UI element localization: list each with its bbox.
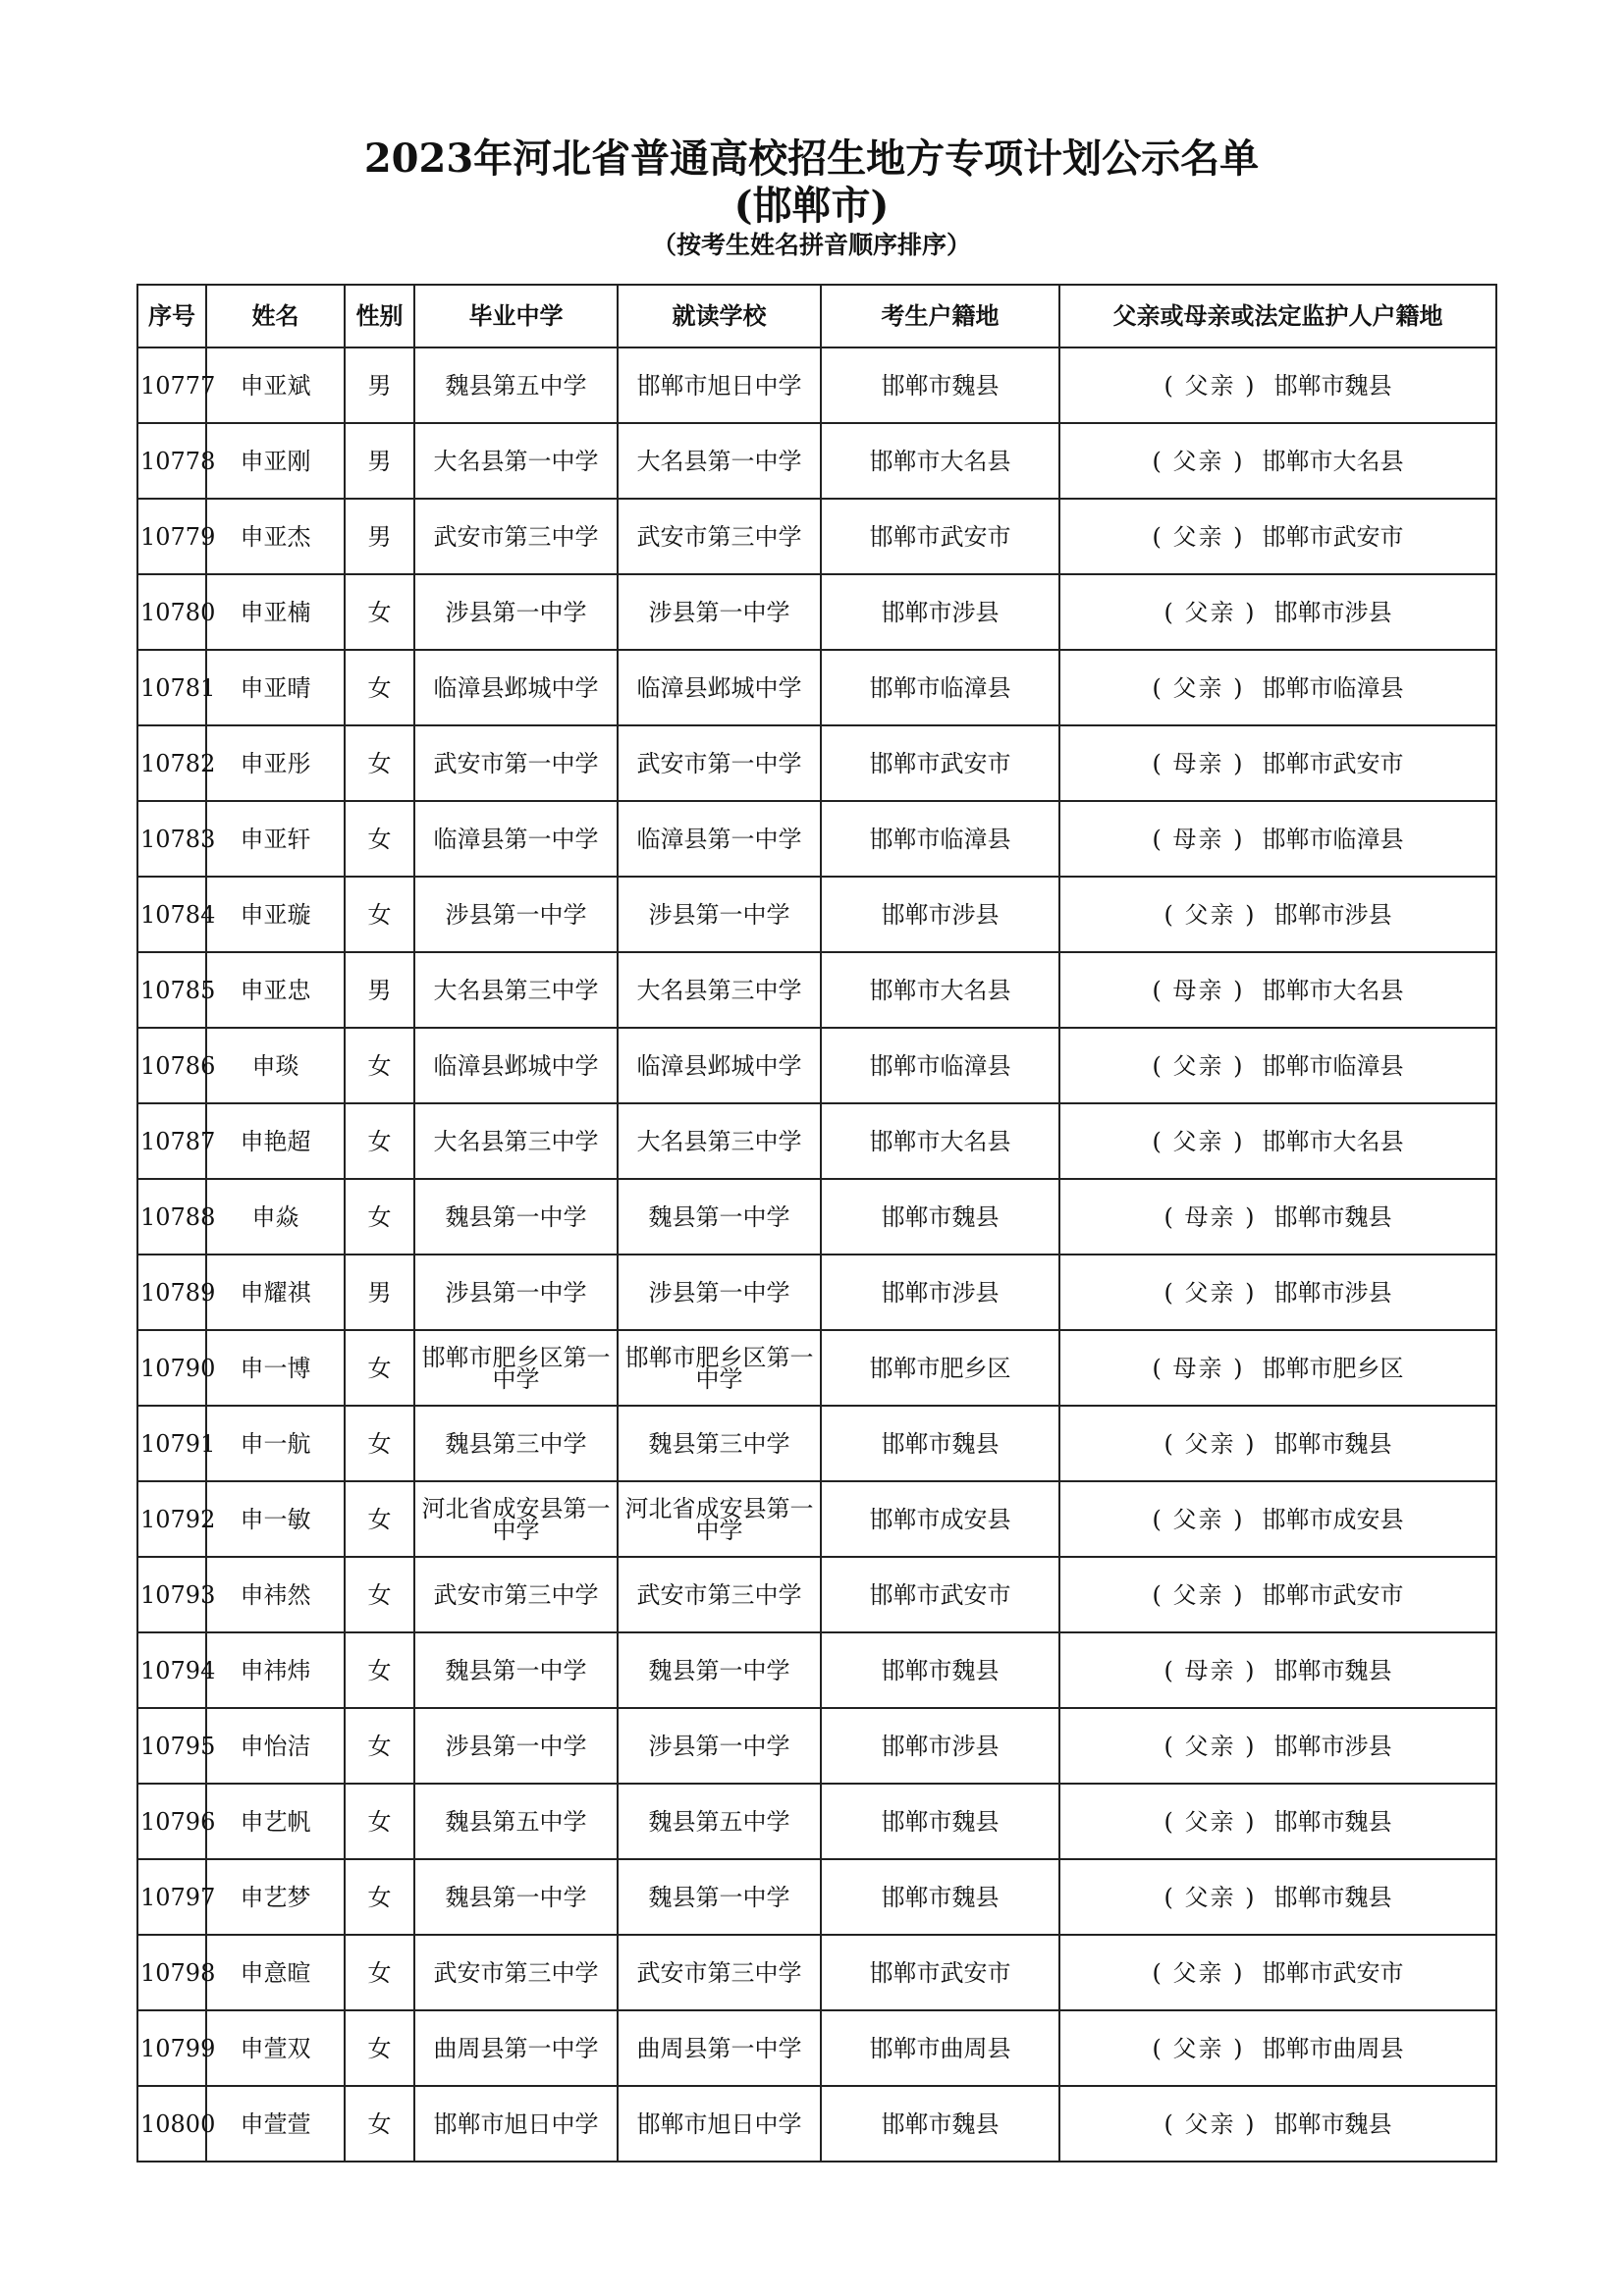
cell-gender: 女 <box>345 1784 414 1859</box>
table-header-row <box>137 285 1496 347</box>
table-row <box>137 574 1496 650</box>
cell-grad-school: 武安市第一中学 <box>414 725 618 801</box>
cell-seq: 10791 <box>137 1406 206 1481</box>
cell-gender: 女 <box>345 1935 414 2010</box>
cell-gender: 女 <box>345 1481 414 1557</box>
cell-household: 邯郸市曲周县 <box>821 2010 1059 2086</box>
cell-guardian-household <box>1059 1632 1496 1708</box>
cell-household: 邯郸市魏县 <box>821 1179 1059 1255</box>
cell-gender: 女 <box>345 574 414 650</box>
cell-seq: 10777 <box>137 347 206 423</box>
cell-name: 申萱双 <box>206 2010 345 2086</box>
cell-current-school: 魏县第一中学 <box>618 1632 821 1708</box>
guardian-relation: ( 父亲 ) <box>1163 598 1257 626</box>
cell-current-school: 曲周县第一中学 <box>618 2010 821 2086</box>
cell-name: 申亚杰 <box>206 499 345 574</box>
cell-name: 申亚璇 <box>206 877 345 952</box>
cell-guardian-household <box>1059 1179 1496 1255</box>
cell-household: 邯郸市临漳县 <box>821 1028 1059 1103</box>
cell-seq: 10794 <box>137 1632 206 1708</box>
cell-guardian-household <box>1059 877 1496 952</box>
cell-name: 申一博 <box>206 1330 345 1406</box>
table-row <box>137 1406 1496 1481</box>
cell-household: 邯郸市大名县 <box>821 1103 1059 1179</box>
cell-current-school: 大名县第一中学 <box>618 423 821 499</box>
cell-guardian-household <box>1059 1406 1496 1481</box>
cell-grad-school: 魏县第五中学 <box>414 1784 618 1859</box>
guardian-place: 邯郸市魏县 <box>1273 1807 1392 1836</box>
table-row <box>137 801 1496 877</box>
cell-gender: 女 <box>345 1859 414 1935</box>
table-row <box>137 1481 1496 1557</box>
guardian-place: 邯郸市魏县 <box>1273 1429 1392 1458</box>
cell-current-school: 涉县第一中学 <box>618 574 821 650</box>
header-name: 姓名 <box>206 285 345 347</box>
cell-current-school: 邯郸市肥乡区第一中学 <box>618 1330 821 1406</box>
table-row <box>137 1557 1496 1632</box>
cell-grad-school: 魏县第一中学 <box>414 1179 618 1255</box>
cell-seq: 10793 <box>137 1557 206 1632</box>
cell-guardian-household <box>1059 952 1496 1028</box>
cell-name: 申艳超 <box>206 1103 345 1179</box>
cell-household: 邯郸市武安市 <box>821 1935 1059 2010</box>
guardian-relation: ( 父亲 ) <box>1163 1429 1257 1458</box>
cell-seq: 10789 <box>137 1255 206 1330</box>
cell-name: 申怡洁 <box>206 1708 345 1784</box>
guardian-place: 邯郸市武安市 <box>1262 1580 1404 1609</box>
guardian-relation: ( 父亲 ) <box>1152 522 1245 551</box>
cell-guardian-household <box>1059 574 1496 650</box>
cell-grad-school: 魏县第一中学 <box>414 1632 618 1708</box>
cell-name: 申祎然 <box>206 1557 345 1632</box>
cell-guardian-household <box>1059 1859 1496 1935</box>
cell-household: 邯郸市魏县 <box>821 1784 1059 1859</box>
cell-current-school: 武安市第三中学 <box>618 1557 821 1632</box>
cell-household: 邯郸市大名县 <box>821 952 1059 1028</box>
cell-guardian-household <box>1059 2010 1496 2086</box>
table-row <box>137 423 1496 499</box>
table-row <box>137 1330 1496 1406</box>
cell-gender: 女 <box>345 2086 414 2162</box>
cell-name: 申亚楠 <box>206 574 345 650</box>
table-row <box>137 650 1496 725</box>
document-title: 2023年河北省普通高校招生地方专项计划公示名单 <box>363 135 1260 182</box>
cell-guardian-household <box>1059 1103 1496 1179</box>
guardian-place: 邯郸市大名县 <box>1262 447 1404 475</box>
cell-current-school: 武安市第一中学 <box>618 725 821 801</box>
table-row <box>137 877 1496 952</box>
cell-current-school: 魏县第五中学 <box>618 1784 821 1859</box>
cell-grad-school: 邯郸市肥乡区第一中学 <box>414 1330 618 1406</box>
cell-current-school: 涉县第一中学 <box>618 1255 821 1330</box>
cell-gender: 男 <box>345 952 414 1028</box>
cell-seq: 10786 <box>137 1028 206 1103</box>
table-row <box>137 2010 1496 2086</box>
cell-name: 申艺帆 <box>206 1784 345 1859</box>
roster-table <box>136 284 1497 2163</box>
guardian-place: 邯郸市大名县 <box>1262 976 1404 1004</box>
cell-guardian-household <box>1059 1330 1496 1406</box>
cell-current-school: 武安市第三中学 <box>618 1935 821 2010</box>
cell-current-school: 魏县第三中学 <box>618 1406 821 1481</box>
guardian-place: 邯郸市曲周县 <box>1262 2034 1404 2062</box>
cell-gender: 女 <box>345 650 414 725</box>
guardian-place: 邯郸市魏县 <box>1273 2109 1392 2138</box>
table-row <box>137 1935 1496 2010</box>
cell-grad-school: 涉县第一中学 <box>414 1255 618 1330</box>
cell-household: 邯郸市涉县 <box>821 574 1059 650</box>
header-gender: 性别 <box>345 285 414 347</box>
cell-current-school: 魏县第一中学 <box>618 1179 821 1255</box>
cell-grad-school: 涉县第一中学 <box>414 877 618 952</box>
cell-household: 邯郸市成安县 <box>821 1481 1059 1557</box>
cell-gender: 女 <box>345 1179 414 1255</box>
guardian-relation: ( 母亲 ) <box>1152 976 1245 1004</box>
guardian-place: 邯郸市魏县 <box>1273 1656 1392 1684</box>
cell-name: 申耀祺 <box>206 1255 345 1330</box>
guardian-relation: ( 父亲 ) <box>1152 447 1245 475</box>
cell-gender: 男 <box>345 1255 414 1330</box>
guardian-place: 邯郸市成安县 <box>1262 1505 1404 1533</box>
cell-gender: 女 <box>345 1406 414 1481</box>
guardian-place: 邯郸市魏县 <box>1273 371 1392 400</box>
cell-current-school: 邯郸市旭日中学 <box>618 347 821 423</box>
cell-seq: 10787 <box>137 1103 206 1179</box>
guardian-place: 邯郸市临漳县 <box>1262 673 1404 702</box>
cell-name: 申琰 <box>206 1028 345 1103</box>
cell-guardian-household <box>1059 1935 1496 2010</box>
cell-seq: 10782 <box>137 725 206 801</box>
guardian-place: 邯郸市肥乡区 <box>1262 1354 1404 1382</box>
cell-guardian-household <box>1059 1557 1496 1632</box>
cell-guardian-household <box>1059 1028 1496 1103</box>
guardian-relation: ( 父亲 ) <box>1152 673 1245 702</box>
table-row <box>137 1859 1496 1935</box>
cell-guardian-household <box>1059 423 1496 499</box>
header-grad-school: 毕业中学 <box>414 285 618 347</box>
cell-guardian-household <box>1059 1255 1496 1330</box>
cell-current-school: 河北省成安县第一中学 <box>618 1481 821 1557</box>
cell-gender: 男 <box>345 347 414 423</box>
cell-name: 申艺梦 <box>206 1859 345 1935</box>
cell-name: 申亚忠 <box>206 952 345 1028</box>
guardian-place: 邯郸市武安市 <box>1262 522 1404 551</box>
cell-guardian-household <box>1059 650 1496 725</box>
guardian-relation: ( 母亲 ) <box>1163 1202 1257 1231</box>
cell-household: 邯郸市涉县 <box>821 1708 1059 1784</box>
cell-grad-school: 大名县第三中学 <box>414 952 618 1028</box>
cell-grad-school: 涉县第一中学 <box>414 1708 618 1784</box>
cell-household: 邯郸市临漳县 <box>821 801 1059 877</box>
sort-note: （按考生姓名拼音顺序排序） <box>651 231 971 259</box>
cell-seq: 10783 <box>137 801 206 877</box>
header-guardian-household: 父亲或母亲或法定监护人户籍地 <box>1059 285 1496 347</box>
guardian-relation: ( 父亲 ) <box>1152 1958 1245 1987</box>
cell-guardian-household <box>1059 347 1496 423</box>
cell-grad-school: 武安市第三中学 <box>414 499 618 574</box>
cell-seq: 10780 <box>137 574 206 650</box>
cell-name: 申祎炜 <box>206 1632 345 1708</box>
cell-name: 申萱萱 <box>206 2086 345 2162</box>
document-subtitle: (邯郸市) <box>733 183 890 229</box>
table-row <box>137 1103 1496 1179</box>
cell-seq: 10797 <box>137 1859 206 1935</box>
cell-household: 邯郸市魏县 <box>821 1859 1059 1935</box>
guardian-relation: ( 母亲 ) <box>1152 749 1245 777</box>
cell-current-school: 涉县第一中学 <box>618 877 821 952</box>
cell-name: 申亚轩 <box>206 801 345 877</box>
guardian-relation: ( 父亲 ) <box>1152 1127 1245 1155</box>
guardian-relation: ( 父亲 ) <box>1163 1732 1257 1760</box>
header-household: 考生户籍地 <box>821 285 1059 347</box>
cell-gender: 女 <box>345 1028 414 1103</box>
cell-current-school: 邯郸市旭日中学 <box>618 2086 821 2162</box>
cell-grad-school: 武安市第三中学 <box>414 1557 618 1632</box>
guardian-relation: ( 父亲 ) <box>1163 2109 1257 2138</box>
cell-guardian-household <box>1059 499 1496 574</box>
cell-household: 邯郸市涉县 <box>821 877 1059 952</box>
cell-grad-school: 河北省成安县第一中学 <box>414 1481 618 1557</box>
guardian-place: 邯郸市武安市 <box>1262 1958 1404 1987</box>
cell-current-school: 临漳县邺城中学 <box>618 650 821 725</box>
table-row <box>137 1179 1496 1255</box>
header-seq: 序号 <box>137 285 206 347</box>
cell-seq: 10800 <box>137 2086 206 2162</box>
cell-seq: 10792 <box>137 1481 206 1557</box>
cell-seq: 10781 <box>137 650 206 725</box>
cell-household: 邯郸市魏县 <box>821 1632 1059 1708</box>
table-row <box>137 725 1496 801</box>
guardian-relation: ( 父亲 ) <box>1152 1580 1245 1609</box>
cell-grad-school: 魏县第一中学 <box>414 1859 618 1935</box>
cell-grad-school: 魏县第三中学 <box>414 1406 618 1481</box>
cell-current-school: 临漳县第一中学 <box>618 801 821 877</box>
header-current-school: 就读学校 <box>618 285 821 347</box>
cell-household: 邯郸市魏县 <box>821 2086 1059 2162</box>
cell-household: 邯郸市大名县 <box>821 423 1059 499</box>
guardian-relation: ( 父亲 ) <box>1163 1883 1257 1911</box>
cell-gender: 男 <box>345 499 414 574</box>
table-row <box>137 1632 1496 1708</box>
cell-name: 申亚刚 <box>206 423 345 499</box>
guardian-relation: ( 母亲 ) <box>1152 825 1245 853</box>
cell-grad-school: 曲周县第一中学 <box>414 2010 618 2086</box>
cell-guardian-household <box>1059 725 1496 801</box>
cell-household: 邯郸市魏县 <box>821 1406 1059 1481</box>
guardian-relation: ( 父亲 ) <box>1163 1807 1257 1836</box>
cell-grad-school: 武安市第三中学 <box>414 1935 618 2010</box>
guardian-relation: ( 父亲 ) <box>1152 2034 1245 2062</box>
cell-household: 邯郸市临漳县 <box>821 650 1059 725</box>
cell-grad-school: 临漳县邺城中学 <box>414 1028 618 1103</box>
guardian-place: 邯郸市武安市 <box>1262 749 1404 777</box>
guardian-place: 邯郸市涉县 <box>1273 1278 1392 1307</box>
cell-seq: 10784 <box>137 877 206 952</box>
table-row <box>137 347 1496 423</box>
cell-name: 申意暄 <box>206 1935 345 2010</box>
table-row <box>137 499 1496 574</box>
cell-seq: 10785 <box>137 952 206 1028</box>
cell-gender: 女 <box>345 1632 414 1708</box>
table-row <box>137 1708 1496 1784</box>
cell-seq: 10779 <box>137 499 206 574</box>
cell-seq: 10799 <box>137 2010 206 2086</box>
cell-current-school: 武安市第三中学 <box>618 499 821 574</box>
guardian-place: 邯郸市魏县 <box>1273 1883 1392 1911</box>
cell-gender: 女 <box>345 801 414 877</box>
table-row <box>137 952 1496 1028</box>
cell-seq: 10796 <box>137 1784 206 1859</box>
cell-seq: 10798 <box>137 1935 206 2010</box>
cell-guardian-household <box>1059 2086 1496 2162</box>
guardian-relation: ( 父亲 ) <box>1163 900 1257 929</box>
cell-name: 申一敏 <box>206 1481 345 1557</box>
cell-seq: 10795 <box>137 1708 206 1784</box>
cell-household: 邯郸市涉县 <box>821 1255 1059 1330</box>
cell-gender: 女 <box>345 1103 414 1179</box>
cell-grad-school: 邯郸市旭日中学 <box>414 2086 618 2162</box>
guardian-relation: ( 母亲 ) <box>1152 1354 1245 1382</box>
guardian-place: 邯郸市魏县 <box>1273 1202 1392 1231</box>
cell-gender: 女 <box>345 725 414 801</box>
cell-grad-school: 涉县第一中学 <box>414 574 618 650</box>
cell-grad-school: 大名县第一中学 <box>414 423 618 499</box>
cell-household: 邯郸市魏县 <box>821 347 1059 423</box>
cell-grad-school: 临漳县邺城中学 <box>414 650 618 725</box>
guardian-relation: ( 父亲 ) <box>1152 1505 1245 1533</box>
guardian-place: 邯郸市涉县 <box>1273 598 1392 626</box>
guardian-relation: ( 父亲 ) <box>1152 1051 1245 1080</box>
cell-gender: 女 <box>345 1330 414 1406</box>
cell-name: 申亚彤 <box>206 725 345 801</box>
table-row <box>137 2086 1496 2162</box>
cell-guardian-household <box>1059 1784 1496 1859</box>
cell-grad-school: 大名县第三中学 <box>414 1103 618 1179</box>
cell-household: 邯郸市武安市 <box>821 725 1059 801</box>
cell-grad-school: 临漳县第一中学 <box>414 801 618 877</box>
table-row <box>137 1028 1496 1103</box>
cell-current-school: 魏县第一中学 <box>618 1859 821 1935</box>
roster-body <box>137 347 1496 2162</box>
cell-name: 申一航 <box>206 1406 345 1481</box>
cell-current-school: 涉县第一中学 <box>618 1708 821 1784</box>
guardian-place: 邯郸市大名县 <box>1262 1127 1404 1155</box>
guardian-place: 邯郸市涉县 <box>1273 900 1392 929</box>
cell-name: 申亚晴 <box>206 650 345 725</box>
cell-guardian-household <box>1059 1481 1496 1557</box>
cell-gender: 男 <box>345 423 414 499</box>
cell-guardian-household <box>1059 801 1496 877</box>
cell-guardian-household <box>1059 1708 1496 1784</box>
guardian-place: 邯郸市临漳县 <box>1262 1051 1404 1080</box>
cell-name: 申亚斌 <box>206 347 345 423</box>
table-row <box>137 1255 1496 1330</box>
cell-gender: 女 <box>345 2010 414 2086</box>
cell-grad-school: 魏县第五中学 <box>414 347 618 423</box>
cell-seq: 10778 <box>137 423 206 499</box>
cell-current-school: 大名县第三中学 <box>618 952 821 1028</box>
cell-gender: 女 <box>345 877 414 952</box>
guardian-relation: ( 父亲 ) <box>1163 371 1257 400</box>
cell-current-school: 大名县第三中学 <box>618 1103 821 1179</box>
guardian-place: 邯郸市临漳县 <box>1262 825 1404 853</box>
cell-seq: 10790 <box>137 1330 206 1406</box>
cell-household: 邯郸市肥乡区 <box>821 1330 1059 1406</box>
cell-household: 邯郸市武安市 <box>821 499 1059 574</box>
cell-gender: 女 <box>345 1708 414 1784</box>
cell-household: 邯郸市武安市 <box>821 1557 1059 1632</box>
guardian-relation: ( 父亲 ) <box>1163 1278 1257 1307</box>
table-row <box>137 1784 1496 1859</box>
cell-current-school: 临漳县邺城中学 <box>618 1028 821 1103</box>
guardian-relation: ( 母亲 ) <box>1163 1656 1257 1684</box>
guardian-place: 邯郸市涉县 <box>1273 1732 1392 1760</box>
cell-gender: 女 <box>345 1557 414 1632</box>
cell-seq: 10788 <box>137 1179 206 1255</box>
cell-name: 申焱 <box>206 1179 345 1255</box>
